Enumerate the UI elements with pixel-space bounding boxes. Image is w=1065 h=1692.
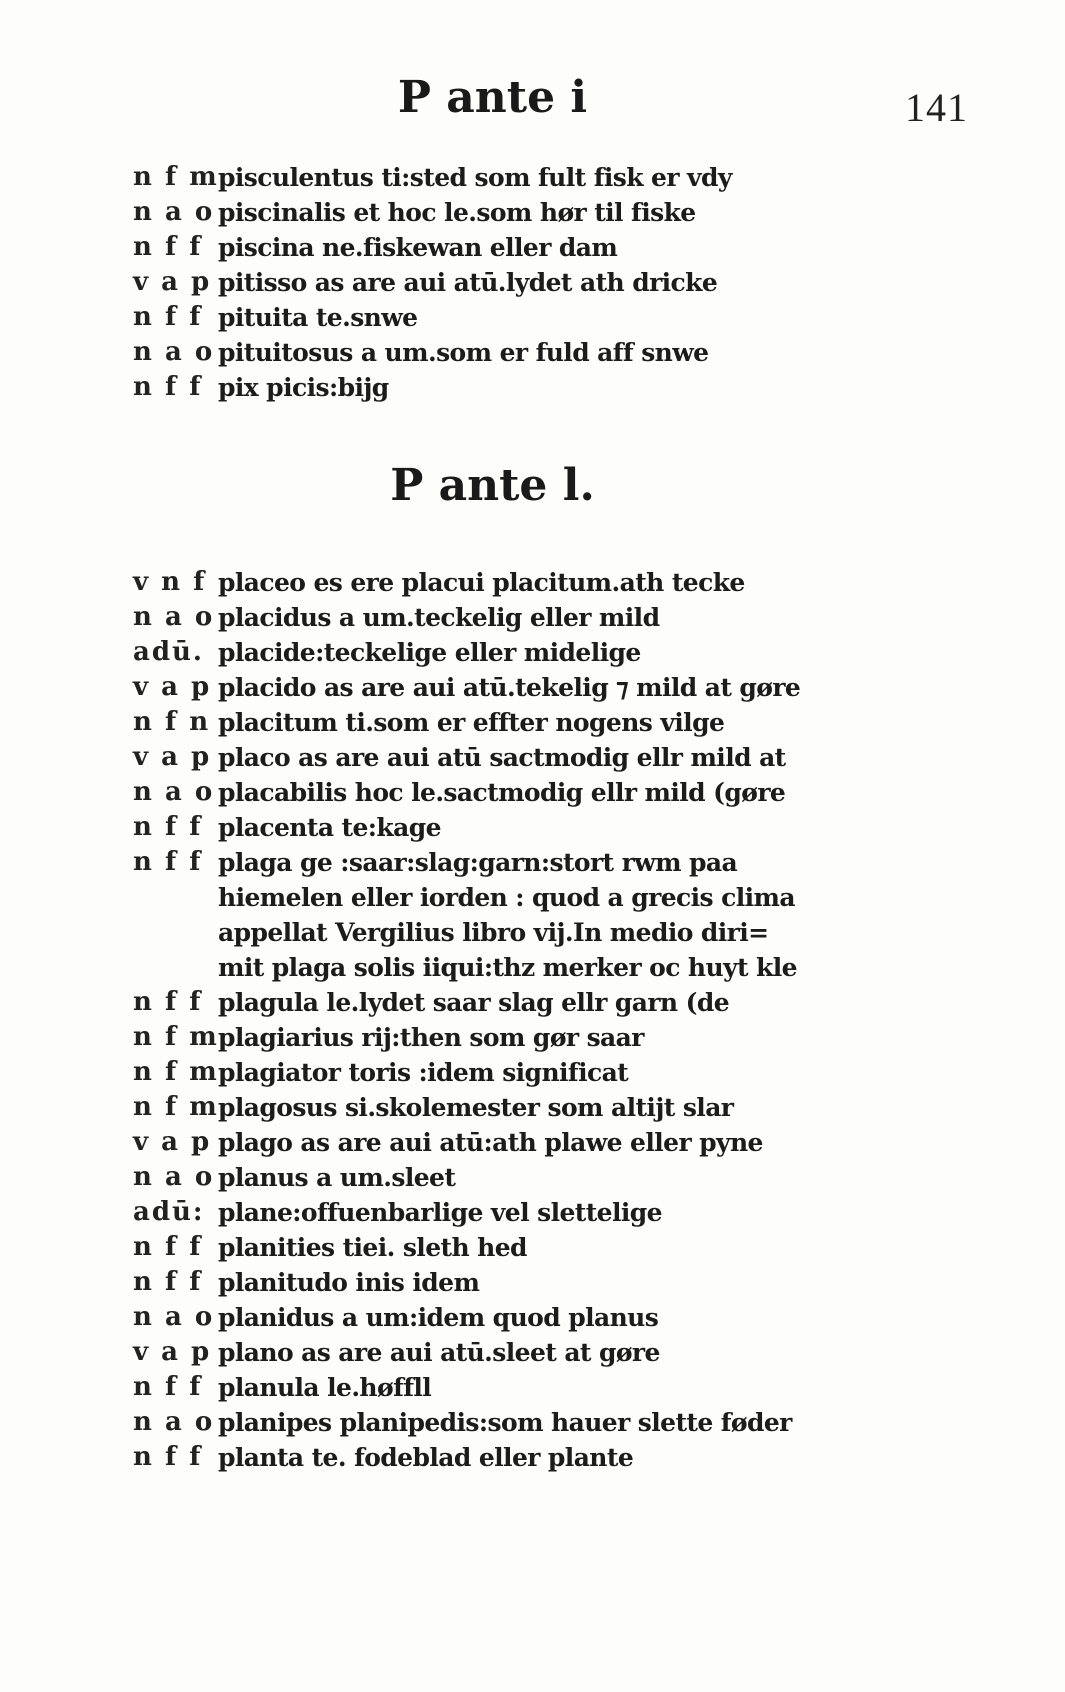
entry-text: planidus a um:idem quod planus: [218, 1303, 659, 1332]
dictionary-entry-continuation: [0, 915, 1065, 950]
entry-text: planities tiei. sleth hed: [218, 1233, 527, 1262]
dictionary-entry-continuation: [0, 880, 1065, 915]
grammar-code: v a p: [133, 1127, 212, 1157]
entry-text: pitisso as are aui atū.lydet ath dricke: [218, 268, 718, 297]
grammar-code: n f n: [133, 707, 211, 737]
grammar-code: n f f: [133, 812, 203, 842]
dictionary-entry: [0, 335, 1065, 370]
grammar-code: n a o: [133, 1162, 215, 1192]
entry-text: placido as are aui atū.tekelig ⁊ mild at gøre: [218, 673, 801, 702]
entry-text: appellat Vergilius libro vij.In medio diri=: [218, 918, 769, 947]
grammar-code: n a o: [133, 337, 215, 367]
entry-text: plagula le.lydet saar slag ellr garn (de: [218, 988, 730, 1017]
entry-text: planus a um.sleet: [218, 1163, 456, 1192]
dictionary-entry: [0, 300, 1065, 335]
dictionary-entry: [0, 1265, 1065, 1300]
grammar-code: n f f: [133, 232, 203, 262]
entry-text: hiemelen eller iorden : quod a grecis clima: [218, 883, 795, 912]
section-heading: P ante i: [397, 72, 588, 123]
entry-text: plano as are aui atū.sleet at gøre: [218, 1338, 660, 1367]
entry-text: planitudo inis idem: [218, 1268, 480, 1297]
grammar-code: n f f: [133, 1442, 203, 1472]
grammar-code: n f f: [133, 1232, 203, 1262]
dictionary-entry: [0, 1020, 1065, 1055]
dictionary-entry: [0, 845, 1065, 880]
grammar-code: n a o: [133, 602, 215, 632]
grammar-code: n f f: [133, 372, 203, 402]
entry-text: planula le.høffll: [218, 1373, 432, 1402]
dictionary-entry: [0, 1055, 1065, 1090]
page-number: 141: [905, 85, 968, 130]
entry-text: placenta te:kage: [218, 813, 441, 842]
dictionary-entry: [0, 635, 1065, 670]
grammar-code: n a o: [133, 1302, 215, 1332]
dictionary-entry: [0, 160, 1065, 195]
grammar-code: v n f: [133, 567, 207, 597]
entry-text: plane:offuenbarlige vel slettelige: [218, 1198, 662, 1227]
entry-text: plagiarius rij:then som gør saar: [218, 1023, 644, 1052]
dictionary-entry: [0, 1230, 1065, 1265]
dictionary-entry: [0, 1370, 1065, 1405]
dictionary-entry: [0, 600, 1065, 635]
dictionary-entry: [0, 565, 1065, 600]
entry-text: piscina ne.fiskewan eller dam: [218, 233, 618, 262]
entry-text: pisculentus ti:sted som fult fisk er vdy: [218, 163, 732, 192]
grammar-code: v a p: [133, 742, 212, 772]
entry-text: placeo es ere placui placitum.ath tecke: [218, 568, 745, 597]
grammar-code: n f m: [133, 162, 219, 192]
grammar-code: n f f: [133, 302, 203, 332]
entry-text: piscinalis et hoc le.som hør til fiske: [218, 198, 696, 227]
dictionary-entry: [0, 265, 1065, 300]
entry-text: pix picis:bijg: [218, 373, 389, 402]
dictionary-entry: [0, 985, 1065, 1020]
entry-list: [0, 565, 1065, 1475]
grammar-code: n f f: [133, 987, 203, 1017]
dictionary-entry: [0, 230, 1065, 265]
grammar-code: n f m: [133, 1022, 219, 1052]
entry-text: placidus a um.teckelig eller mild: [218, 603, 660, 632]
grammar-code: n a o: [133, 1407, 215, 1437]
entry-text: placide:teckelige eller midelige: [218, 638, 641, 667]
grammar-code: v a p: [133, 1337, 212, 1367]
dictionary-entry: [0, 1195, 1065, 1230]
dictionary-entry: [0, 1125, 1065, 1160]
dictionary-entry: [0, 1160, 1065, 1195]
grammar-code: n a o: [133, 197, 215, 227]
dictionary-entry: [0, 775, 1065, 810]
dictionary-entry: [0, 370, 1065, 405]
entry-text: plagosus si.skolemester som altijt slar: [218, 1093, 734, 1122]
dictionary-entry: [0, 670, 1065, 705]
dictionary-entry: [0, 1335, 1065, 1370]
dictionary-entry: [0, 740, 1065, 775]
grammar-code: n f f: [133, 1267, 203, 1297]
grammar-code: n f m: [133, 1057, 219, 1087]
dictionary-entry: [0, 195, 1065, 230]
entry-list: [0, 160, 1065, 405]
grammar-code: v a p: [133, 672, 212, 702]
entry-text: plaga ge :saar:slag:garn:stort rwm paa: [218, 848, 738, 877]
entry-text: mit plaga solis iiqui:thz merker oc huyt kle: [218, 953, 797, 982]
dictionary-entry: [0, 705, 1065, 740]
entry-text: placabilis hoc le.sactmodig ellr mild (gøre: [218, 778, 786, 807]
dictionary-entry: [0, 1090, 1065, 1125]
entry-text: plagiator toris :idem significat: [218, 1058, 629, 1087]
grammar-code: n f m: [133, 1092, 219, 1122]
grammar-code: n f f: [133, 1372, 203, 1402]
entry-text: plago as are aui atū:ath plawe eller pyne: [218, 1128, 763, 1157]
entry-text: planipes planipedis:som hauer slette føder: [218, 1408, 792, 1437]
dictionary-entry-continuation: [0, 950, 1065, 985]
dictionary-entry: [0, 1440, 1065, 1475]
entry-text: placo as are aui atū sactmodig ellr mild at: [218, 743, 786, 772]
dictionary-entry: [0, 1300, 1065, 1335]
grammar-code: n a o: [133, 777, 215, 807]
grammar-code: adū.: [133, 637, 204, 667]
section-heading: P ante l.: [390, 460, 595, 511]
dictionary-entry: [0, 1405, 1065, 1440]
grammar-code: v a p: [133, 267, 212, 297]
grammar-code: adū:: [133, 1197, 205, 1227]
dictionary-entry: [0, 810, 1065, 845]
entry-text: placitum ti.som er effter nogens vilge: [218, 708, 725, 737]
entry-text: pituitosus a um.som er fuld aff snwe: [218, 338, 709, 367]
entry-text: planta te. fodeblad eller plante: [218, 1443, 634, 1472]
grammar-code: n f f: [133, 847, 203, 877]
entry-text: pituita te.snwe: [218, 303, 418, 332]
